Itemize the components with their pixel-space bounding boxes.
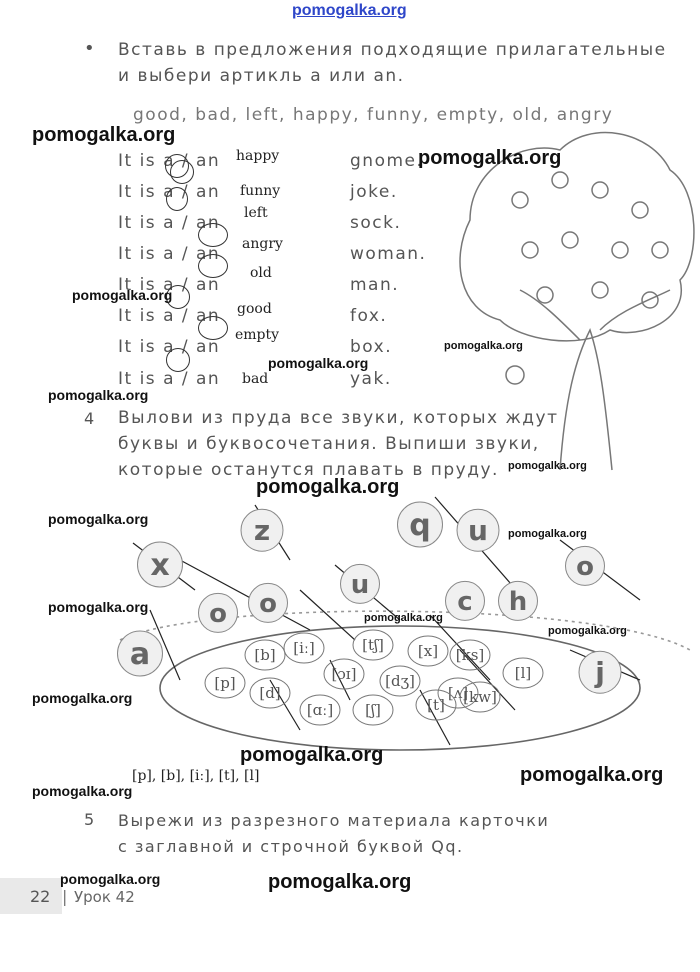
sentence-noun: yak. bbox=[350, 369, 392, 389]
sound-bubbles bbox=[205, 630, 543, 725]
watermark-link[interactable]: pomogalka.org bbox=[508, 528, 587, 540]
bullet: • bbox=[84, 38, 95, 59]
watermark-link[interactable]: pomogalka.org bbox=[364, 612, 443, 624]
fish-letter: o bbox=[209, 599, 227, 629]
sentence-noun: woman. bbox=[350, 244, 427, 264]
sound-label: [d] bbox=[259, 684, 281, 702]
watermark-link[interactable]: pomogalka.org bbox=[72, 287, 173, 303]
sentence-start: It is a / an bbox=[118, 182, 221, 202]
watermark-link[interactable]: pomogalka.org bbox=[268, 871, 412, 893]
fish-letter: j bbox=[595, 656, 605, 689]
ex3-instruction-line1: Вставь в предложения подходящие прилагательные bbox=[118, 40, 667, 60]
sound-label: [ʃ] bbox=[365, 701, 381, 719]
sound-label: [dʒ] bbox=[385, 672, 415, 690]
handwritten-answer: bad bbox=[242, 371, 269, 387]
ex4-line3: которые останутся плавать в пруду. bbox=[118, 460, 499, 480]
sound-label: [kw] bbox=[463, 688, 497, 706]
ex4-line2: буквы и буквосочетания. Выпиши звуки, bbox=[118, 434, 540, 454]
fish-letter: h bbox=[508, 587, 528, 617]
sentence-start: It is a / an bbox=[118, 275, 221, 295]
sentence-start: It is a / an bbox=[118, 369, 221, 389]
fish-letter: a bbox=[129, 637, 151, 672]
sentence-noun: gnome. bbox=[350, 151, 424, 171]
sentence-start: It is a / an bbox=[118, 306, 221, 326]
sound-label: [x] bbox=[417, 642, 439, 660]
sentence-start: It is a / an bbox=[118, 244, 221, 264]
sound-label: [tʃ] bbox=[362, 636, 384, 654]
ex3-word-bank: good, bad, left, happy, funny, empty, old, angry bbox=[133, 105, 614, 125]
sound-label: [ʌ] bbox=[447, 684, 469, 702]
watermark-link[interactable]: pomogalka.org bbox=[48, 511, 149, 527]
ex3-instruction-line2: и выбери артикль a или an. bbox=[118, 66, 405, 86]
handwritten-answer: left bbox=[244, 205, 268, 221]
sound-label: [t] bbox=[427, 696, 445, 714]
fish-letter: o bbox=[576, 552, 594, 582]
ex4-number: 4 bbox=[84, 409, 95, 428]
ex4-line1: Вылови из пруда все звуки, которых ждут bbox=[118, 408, 559, 428]
watermark-link[interactable]: pomogalka.org bbox=[508, 460, 587, 472]
page-number: 22 bbox=[30, 887, 51, 906]
sentence-noun: fox. bbox=[350, 306, 388, 326]
watermark-link[interactable]: pomogalka.org bbox=[240, 744, 384, 766]
handwritten-answer: funny bbox=[240, 183, 281, 199]
watermark-link[interactable]: pomogalka.org bbox=[520, 764, 664, 786]
sound-label: [p] bbox=[214, 674, 236, 692]
fish-letter: x bbox=[150, 548, 170, 583]
watermark-link[interactable]: pomogalka.org bbox=[268, 355, 369, 371]
ex5-line1: Вырежи из разрезного материала карточки bbox=[118, 811, 550, 830]
sentence-noun: joke. bbox=[350, 182, 398, 202]
watermark-link[interactable]: pomogalka.org bbox=[444, 340, 523, 352]
sentence-noun: man. bbox=[350, 275, 400, 295]
sentence-start: It is a / an bbox=[118, 337, 221, 357]
sound-label: [iː] bbox=[293, 639, 315, 657]
sound-label: [ɑː] bbox=[306, 701, 334, 719]
fish-letter: u bbox=[468, 514, 488, 547]
watermark-link[interactable]: pomogalka.org bbox=[256, 476, 400, 498]
fish-letter: c bbox=[457, 587, 473, 617]
handwritten-answer: good bbox=[237, 301, 272, 317]
footer-separator: | bbox=[62, 887, 68, 906]
watermark-link[interactable]: pomogalka.org bbox=[60, 871, 161, 887]
sentence-start: It is a / an bbox=[118, 151, 221, 171]
sentence-start: It is a / an bbox=[118, 213, 221, 233]
watermark-link[interactable]: pomogalka.org bbox=[32, 783, 133, 799]
watermark-link[interactable]: pomogalka.org bbox=[48, 387, 149, 403]
watermark-link[interactable]: pomogalka.org bbox=[48, 599, 149, 615]
sound-label: [l] bbox=[514, 664, 532, 682]
top-watermark[interactable]: pomogalka.org bbox=[292, 2, 407, 19]
sentence-noun: sock. bbox=[350, 213, 402, 233]
fish-letter: z bbox=[253, 514, 271, 547]
watermark-link[interactable]: pomogalka.org bbox=[32, 690, 133, 706]
handwritten-answer: happy bbox=[236, 148, 280, 164]
watermark-link[interactable]: pomogalka.org bbox=[32, 124, 176, 146]
lesson-label: Урок 42 bbox=[74, 888, 135, 906]
ex5-number: 5 bbox=[84, 810, 95, 829]
ex5-line2: с заглавной и строчной буквой Qq. bbox=[118, 837, 464, 856]
handwritten-answer: empty bbox=[235, 327, 280, 343]
fish-letter: u bbox=[350, 570, 370, 600]
handwritten-answer: old bbox=[250, 265, 272, 281]
ex4-answer: [p], [b], [iː], [t], [l] bbox=[132, 768, 260, 784]
fish-letter: q bbox=[409, 508, 431, 543]
sentence-noun: box. bbox=[350, 337, 393, 357]
sound-label: [ɔɪ] bbox=[331, 665, 357, 683]
sound-label: [ks] bbox=[455, 646, 485, 664]
watermark-link[interactable]: pomogalka.org bbox=[418, 147, 562, 169]
watermark-link[interactable]: pomogalka.org bbox=[548, 625, 627, 637]
fish-letter: o bbox=[259, 589, 277, 619]
handwritten-answer: angry bbox=[242, 236, 283, 252]
sound-label: [b] bbox=[254, 646, 276, 664]
